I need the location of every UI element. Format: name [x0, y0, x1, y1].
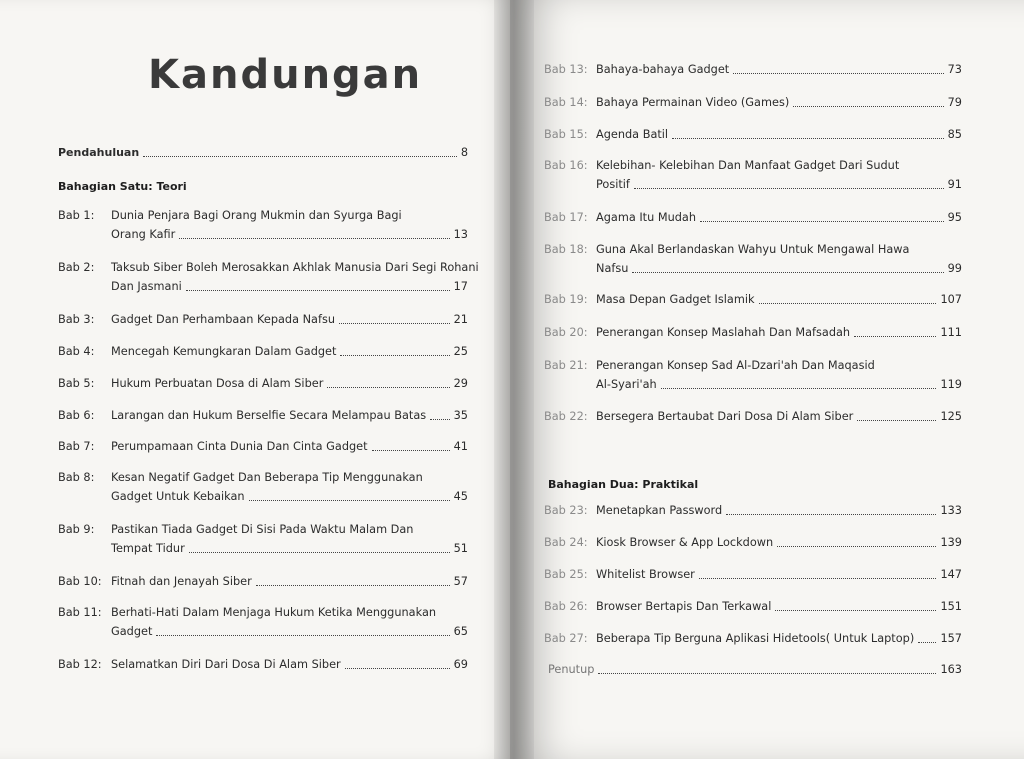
- page-number: 65: [453, 625, 468, 638]
- chapter-title-block: [111, 374, 468, 393]
- chapter-title-block: [596, 208, 962, 227]
- entry-title: Gadget Dan Perhambaan Kepada Nafsu: [111, 313, 335, 326]
- dot-leader: [186, 289, 450, 291]
- toc-line: [111, 603, 468, 622]
- entry-title: Selamatkan Diri Dari Dosa Di Alam Siber: [111, 658, 341, 671]
- toc-line: [111, 406, 468, 425]
- dot-leader: [430, 418, 449, 420]
- toc-line: [111, 258, 479, 277]
- entry-title: Kesan Negatif Gadget Dan Beberapa Tip Menggunakan: [111, 471, 423, 484]
- toc-line: [111, 655, 468, 674]
- entry-title: Berhati-Hati Dalam Menjaga Hukum Ketika Menggunakan: [111, 606, 437, 619]
- dot-leader: [918, 641, 936, 643]
- chapter-title-block: [111, 206, 468, 244]
- chapter-title-block: [111, 572, 468, 591]
- page-number: 45: [453, 490, 468, 503]
- dot-leader: [372, 449, 450, 451]
- entry-title: Nafsu: [596, 262, 629, 275]
- toc-line: [596, 125, 962, 144]
- chapter-number: Bab 24:: [544, 536, 588, 549]
- dot-leader: [759, 302, 937, 304]
- entry-title: Menetapkan Password: [596, 504, 723, 517]
- toc-line: [596, 407, 962, 426]
- right-page: [510, 0, 1024, 759]
- dot-leader: [156, 634, 449, 636]
- entry-title: Whitelist Browser: [596, 568, 695, 581]
- chapter-number: Bab 16:: [544, 159, 588, 172]
- chapter-title-block: [596, 240, 962, 278]
- chapter-number: Bab 11:: [58, 606, 102, 619]
- page-number: 25: [453, 345, 468, 358]
- toc-line: [596, 208, 962, 227]
- dot-leader: [775, 609, 936, 611]
- dot-leader: [793, 105, 943, 107]
- toc-line: [596, 93, 962, 112]
- chapter-number: Bab 9:: [58, 523, 95, 536]
- dot-leader: [854, 335, 936, 337]
- dot-leader: [345, 667, 450, 669]
- entry-title: Penutup: [548, 663, 595, 676]
- page-number: 111: [940, 326, 962, 339]
- entry-title: Hukum Perbuatan Dosa di Alam Siber: [111, 377, 324, 390]
- page-number: 147: [940, 568, 962, 581]
- chapter-title-block: [596, 597, 962, 616]
- page-number: 57: [453, 575, 468, 588]
- toc-line: [596, 501, 962, 520]
- toc-line: [596, 629, 962, 648]
- entry-title: Taksub Siber Boleh Merosakkan Akhlak Manusia Dari Segi Rohani: [111, 261, 479, 274]
- toc-line: [596, 533, 962, 552]
- page-title: Kandungan: [148, 52, 423, 98]
- dot-leader: [256, 584, 450, 586]
- toc-line: [111, 342, 468, 361]
- page-number: 163: [940, 663, 962, 676]
- entry-title: Beberapa Tip Berguna Aplikasi Hidetools( Untuk Laptop): [596, 632, 915, 645]
- entry-title: Fitnah dan Jenayah Siber: [111, 575, 252, 588]
- dot-leader: [777, 545, 936, 547]
- toc-line: [111, 572, 468, 591]
- dot-leader: [857, 419, 936, 421]
- page-number: 8: [460, 146, 468, 159]
- toc-line: [596, 597, 962, 616]
- chapter-number: Bab 19:: [544, 293, 588, 306]
- chapter-title-block: [596, 501, 962, 520]
- toc-line: [548, 660, 962, 679]
- section-heading: Bahagian Satu: Teori: [58, 180, 187, 193]
- chapter-title-block: [596, 60, 962, 79]
- chapter-title-block: [596, 533, 962, 552]
- page-number: 95: [947, 211, 962, 224]
- chapter-title-block: [596, 629, 962, 648]
- chapter-title-block: [596, 356, 962, 394]
- entry-title: Bahaya Permainan Video (Games): [596, 96, 790, 109]
- chapter-number: Bab 27:: [544, 632, 588, 645]
- entry-title: Kelebihan- Kelebihan Dan Manfaat Gadget Dari Sudut: [596, 159, 900, 172]
- entry-title: Orang Kafir: [111, 228, 176, 241]
- page-number: 69: [453, 658, 468, 671]
- page-number: 35: [453, 409, 468, 422]
- chapter-title-block: [596, 125, 962, 144]
- dot-leader: [672, 137, 944, 139]
- toc-line: [111, 225, 468, 244]
- left-page: [0, 0, 510, 759]
- dot-leader: [179, 237, 449, 239]
- chapter-title-block: [596, 407, 962, 426]
- page-number: 17: [453, 280, 468, 293]
- toc-line: [111, 468, 468, 487]
- page-number: 79: [947, 96, 962, 109]
- chapter-title-block: [111, 310, 468, 329]
- dot-leader: [632, 271, 943, 273]
- entry-title: Masa Depan Gadget Islamik: [596, 293, 755, 306]
- chapter-title-block: [111, 406, 468, 425]
- chapter-title-block: [596, 565, 962, 584]
- chapter-number: Bab 13:: [544, 63, 588, 76]
- toc-line: [111, 520, 468, 539]
- toc-line: [111, 206, 468, 225]
- chapter-title-block: [111, 342, 468, 361]
- page-number: 107: [940, 293, 962, 306]
- toc-line: [596, 375, 962, 394]
- toc-line: [111, 310, 468, 329]
- entry-title: Gadget: [111, 625, 153, 638]
- entry-title: Perumpamaan Cinta Dunia Dan Cinta Gadget: [111, 440, 368, 453]
- toc-line: [596, 156, 962, 175]
- chapter-number: Bab 20:: [544, 326, 588, 339]
- toc-line: [111, 487, 468, 506]
- entry-title: Browser Bertapis Dan Terkawal: [596, 600, 772, 613]
- toc-line: [596, 356, 962, 375]
- entry-title: Kiosk Browser & App Lockdown: [596, 536, 774, 549]
- toc-line: [111, 277, 468, 296]
- chapter-number: Bab 17:: [544, 211, 588, 224]
- dot-leader: [661, 387, 937, 389]
- page-number: 73: [947, 63, 962, 76]
- dot-leader: [339, 322, 450, 324]
- chapter-title-block: [111, 258, 479, 296]
- dot-leader: [327, 386, 449, 388]
- chapter-number: Bab 23:: [544, 504, 588, 517]
- entry-title: Al-Syari'ah: [596, 378, 657, 391]
- dot-leader: [340, 354, 449, 356]
- chapter-number: Bab 3:: [58, 313, 95, 326]
- chapter-number: Bab 14:: [544, 96, 588, 109]
- page-number: 151: [940, 600, 962, 613]
- toc-line: [111, 437, 468, 456]
- entry-title: Pastikan Tiada Gadget Di Sisi Pada Waktu Malam Dan: [111, 523, 414, 536]
- chapter-number: Bab 1:: [58, 209, 95, 222]
- chapter-number: Bab 4:: [58, 345, 95, 358]
- dot-leader: [249, 499, 450, 501]
- entry-title: Mencegah Kemungkaran Dalam Gadget: [111, 345, 337, 358]
- entry-title: Agama Itu Mudah: [596, 211, 697, 224]
- page-number: 119: [940, 378, 962, 391]
- toc-line: [596, 259, 962, 278]
- chapter-title-block: [111, 437, 468, 456]
- chapter-number: Bab 5:: [58, 377, 95, 390]
- toc-line: [596, 290, 962, 309]
- chapter-number: Bab 21:: [544, 359, 588, 372]
- dot-leader: [726, 513, 936, 515]
- entry-title: Larangan dan Hukum Berselfie Secara Melampau Batas: [111, 409, 427, 422]
- chapter-number: Bab 7:: [58, 440, 95, 453]
- chapter-number: Bab 25:: [544, 568, 588, 581]
- chapter-number: Bab 2:: [58, 261, 95, 274]
- toc-line: [596, 240, 962, 259]
- chapter-number: Bab 6:: [58, 409, 95, 422]
- page-number: 29: [453, 377, 468, 390]
- entry-title: Gadget Untuk Kebaikan: [111, 490, 245, 503]
- page-number: 13: [453, 228, 468, 241]
- entry-title: Positif: [596, 178, 630, 191]
- entry-title: Pendahuluan: [58, 146, 140, 159]
- dot-leader: [598, 672, 936, 674]
- chapter-title-block: [111, 655, 468, 674]
- chapter-number: Bab 18:: [544, 243, 588, 256]
- page-number: 125: [940, 410, 962, 423]
- toc-line: [111, 374, 468, 393]
- page-number: 139: [940, 536, 962, 549]
- chapter-number: Bab 26:: [544, 600, 588, 613]
- chapter-title-block: [596, 323, 962, 342]
- toc-line: [58, 143, 468, 162]
- dot-leader: [733, 72, 943, 74]
- page-number: 91: [947, 178, 962, 191]
- entry-title: Guna Akal Berlandaskan Wahyu Untuk Mengawal Hawa: [596, 243, 910, 256]
- toc-line: [596, 60, 962, 79]
- page-number: 99: [947, 262, 962, 275]
- entry-title: Agenda Batil: [596, 128, 669, 141]
- page-number: 133: [940, 504, 962, 517]
- toc-line: [596, 565, 962, 584]
- chapter-number: Bab 8:: [58, 471, 95, 484]
- page-number: 21: [453, 313, 468, 326]
- chapter-title-block: [596, 156, 962, 194]
- dot-leader: [143, 155, 457, 157]
- chapter-title-block: [596, 290, 962, 309]
- page-number: 85: [947, 128, 962, 141]
- toc-line: [596, 323, 962, 342]
- dot-leader: [634, 187, 944, 189]
- page-number: 157: [940, 632, 962, 645]
- page-number: 51: [453, 542, 468, 555]
- chapter-number: Bab 10:: [58, 575, 102, 588]
- entry-title: Dan Jasmani: [111, 280, 182, 293]
- entry-title: Penerangan Konsep Maslahah Dan Mafsadah: [596, 326, 851, 339]
- toc-line: [111, 622, 468, 641]
- entry-title: Penerangan Konsep Sad Al-Dzari'ah Dan Maqasid: [596, 359, 875, 372]
- toc-line: [596, 175, 962, 194]
- chapter-number: Bab 22:: [544, 410, 588, 423]
- chapter-title-block: [111, 603, 468, 641]
- dot-leader: [189, 551, 450, 553]
- page-number: 41: [453, 440, 468, 453]
- dot-leader: [700, 220, 944, 222]
- entry-title: Tempat Tidur: [111, 542, 185, 555]
- chapter-number: Bab 15:: [544, 128, 588, 141]
- dot-leader: [699, 577, 937, 579]
- chapter-title-block: [111, 468, 468, 506]
- chapter-title-block: [596, 93, 962, 112]
- chapter-number: Bab 12:: [58, 658, 102, 671]
- toc-line: [111, 539, 468, 558]
- chapter-title-block: [111, 520, 468, 558]
- entry-title: Dunia Penjara Bagi Orang Mukmin dan Syurga Bagi: [111, 209, 402, 222]
- entry-title: Bersegera Bertaubat Dari Dosa Di Alam Siber: [596, 410, 854, 423]
- section-heading: Bahagian Dua: Praktikal: [548, 478, 699, 491]
- entry-title: Bahaya-bahaya Gadget: [596, 63, 730, 76]
